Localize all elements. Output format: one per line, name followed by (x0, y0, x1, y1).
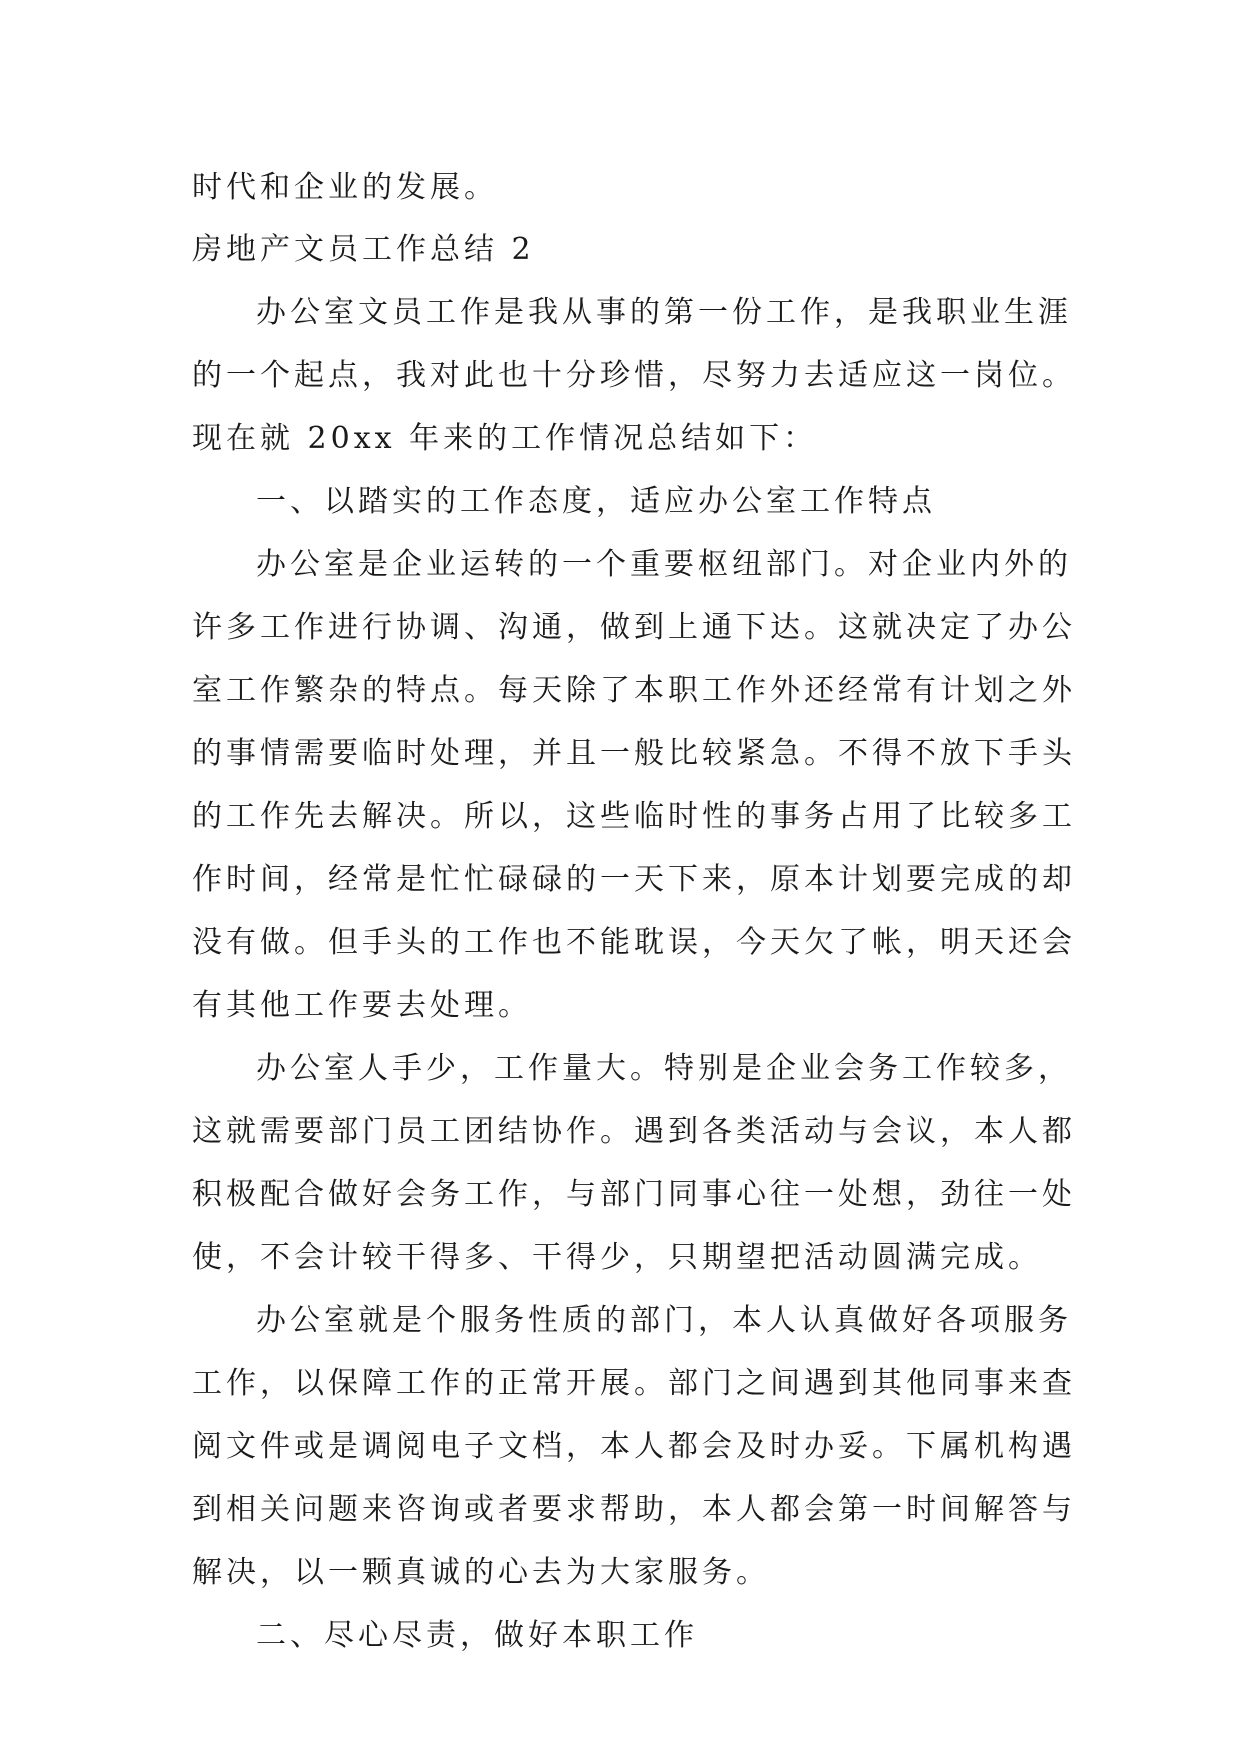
paragraph-line: 这就需要部门员工团结协作。遇到各类活动与会议，本人都 (192, 1114, 1076, 1149)
subheading: 一、以踏实的工作态度，适应办公室工作特点 (256, 484, 936, 519)
paragraph-line: 办公室就是个服务性质的部门，本人认真做好各项服务 (256, 1303, 1072, 1338)
paragraph-line: 阅文件或是调阅电子文档，本人都会及时办妥。下属机构遇 (192, 1429, 1076, 1464)
paragraph-line: 积极配合做好会务工作，与部门同事心往一处想，劲往一处 (192, 1177, 1076, 1212)
paragraph-line: 室工作繁杂的特点。每天除了本职工作外还经常有计划之外 (192, 673, 1076, 708)
paragraph-line: 工作，以保障工作的正常开展。部门之间遇到其他同事来查 (192, 1366, 1076, 1401)
paragraph-line: 办公室人手少，工作量大。特别是企业会务工作较多， (256, 1051, 1072, 1086)
paragraph-line: 作时间，经常是忙忙碌碌的一天下来，原本计划要完成的却 (192, 862, 1076, 897)
paragraph-line: 的工作先去解决。所以，这些临时性的事务占用了比较多工 (192, 799, 1076, 834)
paragraph-line: 有其他工作要去处理。 (192, 988, 532, 1023)
text-line: 时代和企业的发展。 (192, 170, 498, 205)
paragraph-line: 到相关问题来咨询或者要求帮助，本人都会第一时间解答与 (192, 1492, 1076, 1527)
paragraph-line: 现在就 20xx 年来的工作情况总结如下： (192, 421, 818, 456)
paragraph-line: 办公室文员工作是我从事的第一份工作，是我职业生涯 (256, 295, 1072, 330)
paragraph-line: 使，不会计较干得多、干得少，只期望把活动圆满完成。 (192, 1240, 1042, 1275)
paragraph-line: 的一个起点，我对此也十分珍惜，尽努力去适应这一岗位。 (192, 358, 1076, 393)
paragraph-line: 办公室是企业运转的一个重要枢纽部门。对企业内外的 (256, 547, 1072, 582)
paragraph-line: 没有做。但手头的工作也不能耽误，今天欠了帐，明天还会 (192, 925, 1076, 960)
subheading: 二、尽心尽责，做好本职工作 (256, 1618, 698, 1653)
paragraph-line: 许多工作进行协调、沟通，做到上通下达。这就决定了办公 (192, 610, 1076, 645)
paragraph-line: 的事情需要临时处理，并且一般比较紧急。不得不放下手头 (192, 736, 1076, 771)
paragraph-line: 解决，以一颗真诚的心去为大家服务。 (192, 1555, 770, 1590)
section-title: 房地产文员工作总结 2 (192, 232, 535, 267)
